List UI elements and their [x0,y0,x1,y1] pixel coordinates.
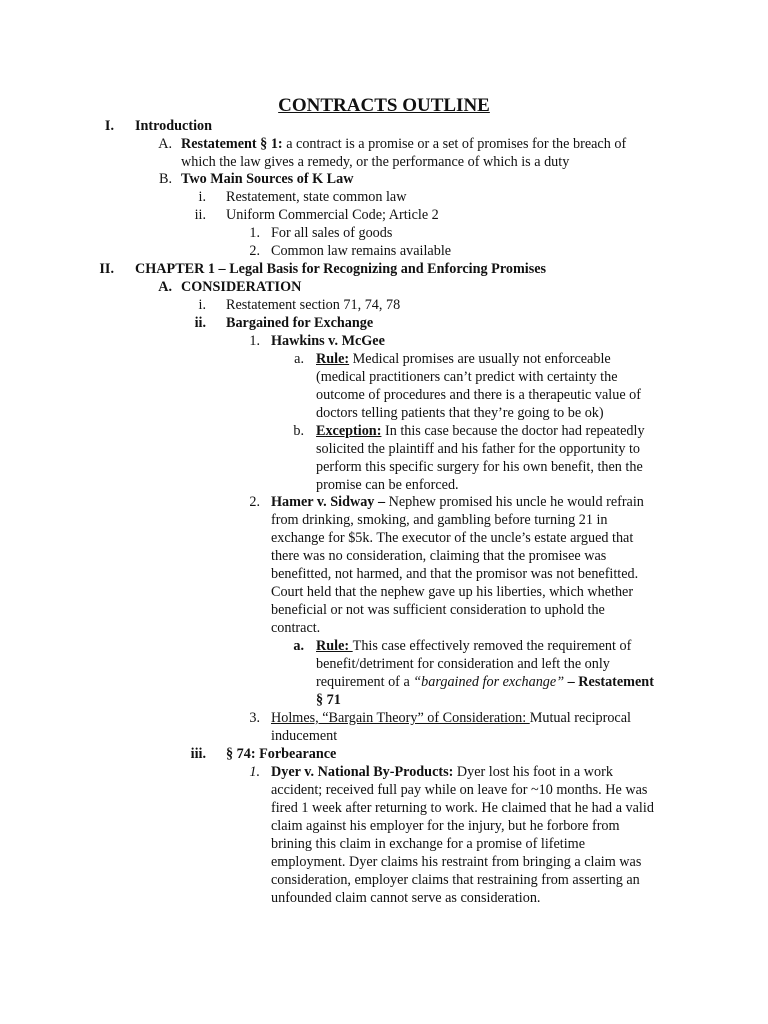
intro-b-ii-1-text: For all sales of goods [271,225,393,241]
hawkins-rule-line-2: (medical practitioners can’t predict with certainty the [316,369,618,385]
hawkins-case-name: Hawkins v. McGee [271,333,385,349]
intro-a-line-1 [181,136,626,154]
hawkins-exception-line-3: perform this specific surgery for his own benefit, then the [316,459,643,475]
hamer-marker: 2. [249,494,260,510]
consideration-heading: CONSIDERATION [181,279,302,295]
hawkins-exception-line-2: solicited the plaintiff and his father for the opportunity to [316,441,641,457]
dyer-line-2: accident; received full pay while on leave for ~10 months. He was [271,782,648,798]
dyer-line-3: fired 1 week after returning to work. He claimed that he had a valid [271,800,654,816]
dyer-case-name: Dyer v. National By-Products: [271,764,454,780]
intro-b-marker: B. [158,171,172,187]
hamer-rule-line-3 [316,674,654,692]
intro-b-ii-text: Uniform Commercial Code; Article 2 [226,207,439,223]
intro-a-label: Restatement § 1: [181,136,283,152]
hamer-rule-text-3b: “bargained for exchange” [413,674,565,690]
dyer-text-1: Dyer lost his foot in a work [453,764,613,780]
section-1-heading: Introduction [135,118,212,134]
intro-b-ii-marker: ii. [194,207,206,223]
bargain-marker: ii. [194,315,206,331]
hawkins-exception-line-1 [316,423,645,441]
hawkins-rule-line-1 [316,351,611,369]
hamer-line-7: beneficial or not was sufficient consideration to uphold the [271,602,605,618]
intro-a-line-2: which the law gives a remedy, or the performance of which is a duty [181,154,570,170]
intro-b-i-marker: i. [198,189,206,205]
holmes-label: Holmes, “Bargain Theory” of Consideration: [271,710,530,726]
hawkins-rule-line-3: outcome of procedures and there is a therapeutic value of [316,387,641,403]
dyer-line-8: unfounded claim cannot serve as consideration. [271,890,541,906]
hamer-rule-marker: a. [293,638,304,654]
hamer-case-name: Hamer v. Sidway – [271,494,386,510]
hamer-rule-line-4: § 71 [316,692,341,708]
bargain-heading: Bargained for Exchange [226,315,374,331]
section-1-marker: I. [104,118,114,134]
forbearance-marker: iii. [190,746,206,762]
hawkins-exception-line-4: promise can be enforced. [316,477,459,493]
hamer-rule-label: Rule: [316,638,353,654]
hamer-line-1 [271,494,644,512]
document-title: CONTRACTS OUTLINE [278,95,490,116]
hamer-rule-text-1: This case effectively removed the requirement of [352,638,632,654]
section-2-heading: CHAPTER 1 – Legal Basis for Recognizing and Enforcing Promises [135,261,547,277]
hamer-rule-line-2: benefit/detriment for consideration and left the only [316,656,610,672]
forbearance-heading: § 74: Forbearance [226,746,337,762]
consideration-marker: A. [158,279,172,295]
hamer-line-3: exchange for $5k. The executor of the uncle’s estate argued that [271,530,634,546]
consideration-i-text: Restatement section 71, 74, 78 [226,297,401,313]
hamer-line-2: from drinking, smoking, and gambling before turning 21 in [271,512,608,528]
hawkins-rule-line-4: doctors telling patients that they’re going to be ok) [316,405,604,421]
hawkins-exception-text-1: In this case because the doctor had repeatedly [381,423,645,439]
holmes-text-1: Mutual reciprocal [529,710,631,726]
hawkins-marker: 1. [249,333,260,349]
hawkins-rule-text-1: Medical promises are usually not enforceable [349,351,611,367]
dyer-marker: 1. [249,764,260,780]
hamer-rule-text-3a: requirement of a [316,674,414,690]
dyer-line-7: consideration, employer claims that restraining from asserting an [271,872,640,888]
section-2-marker: II. [99,261,114,277]
hawkins-rule-marker: a. [294,351,304,367]
intro-a-marker: A. [158,136,172,152]
hamer-rule-line-1 [316,638,631,656]
intro-b-ii-2-marker: 2. [249,243,260,259]
hamer-text-1: Nephew promised his uncle he would refrain [385,494,644,510]
dyer-line-6: employment. Dyer claims his restraint from bringing a claim was [271,854,642,870]
consideration-i-marker: i. [198,297,206,313]
holmes-line-2: inducement [271,728,338,744]
intro-b-ii-2-text: Common law remains available [271,243,452,259]
intro-b-i-text: Restatement, state common law [226,189,407,205]
hawkins-exception-label: Exception: [316,423,382,439]
holmes-line-1 [271,710,631,728]
intro-b-ii-1-marker: 1. [249,225,260,241]
hamer-line-4: there was no consideration, claiming that the promisee was [271,548,607,564]
hawkins-exception-marker: b. [293,423,304,439]
intro-b-label: Two Main Sources of K Law [181,171,354,187]
dyer-line-5: brining this claim in exchange for a promise of lifetime [271,836,586,852]
dyer-line-4: claim against his employer for the injury, but he forbore from [271,818,620,834]
hamer-rule-text-3c: – Restatement [564,674,654,690]
holmes-marker: 3. [249,710,260,726]
hawkins-rule-label: Rule: [316,351,350,367]
dyer-line-1 [271,764,613,782]
hamer-line-6: Court held that the nephew gave up his liberties, which whether [271,584,634,600]
hamer-line-8: contract. [271,620,321,636]
intro-a-text-1: a contract is a promise or a set of promises for the breach of [282,136,627,152]
hamer-line-5: benefitted, not harmed, and that the promisor was not benefitted. [271,566,639,582]
